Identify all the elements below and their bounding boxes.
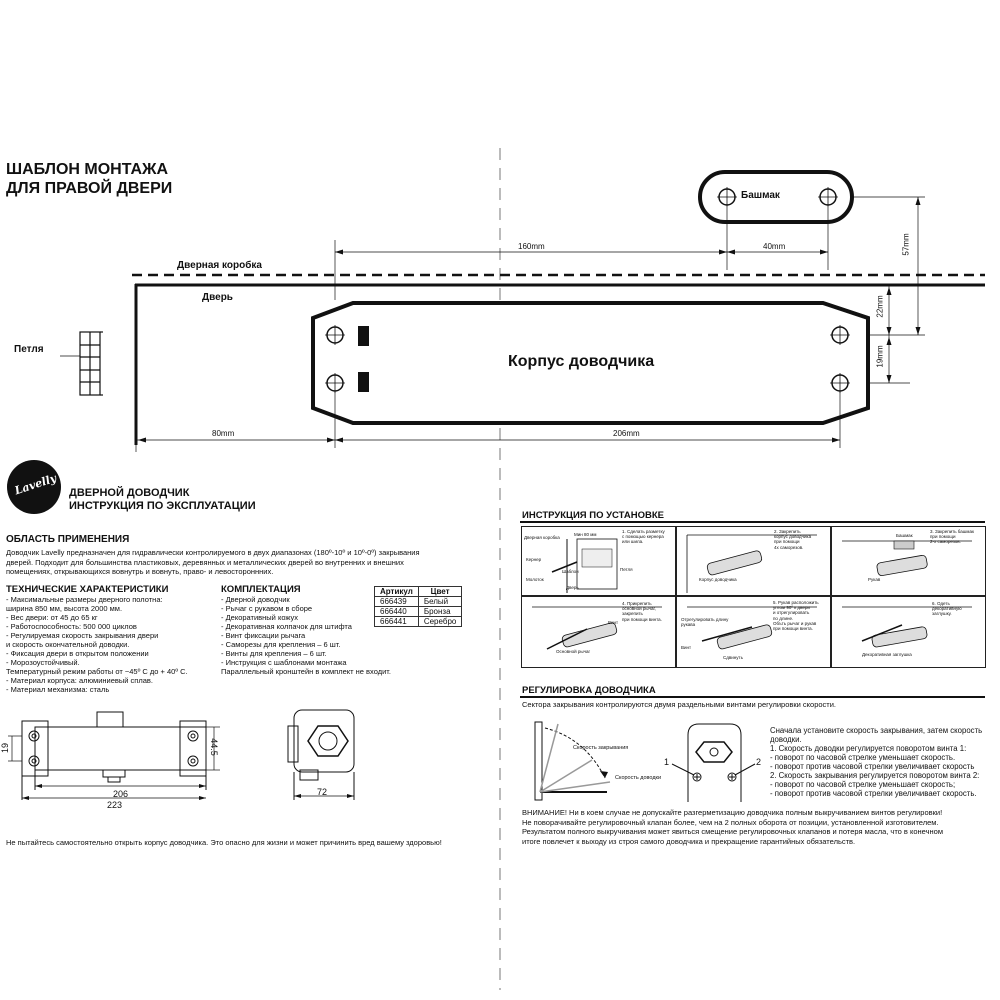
kit-item: - Винты для крепления – 6 шт. — [221, 649, 327, 658]
install-step-5-text: 5. Рукав расположить углом 90º к двери и отрегулировать по длине. Объть рычаг и рукав при помощи винта. — [773, 600, 819, 632]
adjust-warning — [522, 808, 943, 846]
hinge-drawing — [80, 332, 103, 395]
closer-body-label: Корпус доводчика — [508, 353, 655, 370]
dim-57-label: 57mm — [901, 233, 911, 256]
application-line3: помещениях, открывающихся вовнутрь и вовнуть, право- и левостороннних. — [6, 567, 274, 576]
specs-heading: ТЕХНИЧЕСКИЕ ХАРАКТЕРИСТИКИ — [6, 584, 169, 595]
adjust-heading: РЕГУЛИРОВКА ДОВОДЧИКА — [522, 685, 656, 696]
article-color: Белый — [418, 597, 462, 607]
drawing-dim-44-5: 44.5 — [208, 738, 219, 756]
spec-item: и скорость окончательной доводки. — [6, 640, 130, 649]
application-heading: ОБЛАСТЬ ПРИМЕНЕНИЯ — [6, 534, 130, 545]
kit-item: Параллельный кронштейн в комплект не входит. — [221, 667, 391, 676]
adjust-item: - поворот по часовой стрелке уменьшает скорость. — [770, 753, 956, 762]
spec-item: - Фиксация двери в открытом положении — [6, 649, 149, 658]
install-heading: ИНСТРУКЦИЯ ПО УСТАНОВКЕ — [522, 510, 664, 521]
kit-item: - Декоративный кожух — [221, 613, 299, 622]
install-step-6-text: 6. Одеть декоративную заглушку. — [932, 601, 962, 617]
adjust-item: - поворот против часовой стрелки увеличивает скорость — [770, 762, 975, 771]
adjust-item: - поворот по часовой стрелке уменьшает скорость; — [770, 780, 956, 789]
brand-logo-text: Lavelly — [13, 471, 58, 498]
adjust-instructions — [770, 726, 982, 798]
article-code: 666440 — [375, 607, 419, 617]
application-text — [6, 548, 420, 577]
dim-160-label: 160mm — [518, 242, 545, 251]
kit-item: - Декоративная колпачок для штифта — [221, 622, 352, 631]
article-color: Бронза — [418, 607, 462, 617]
door-label: Дверь — [202, 292, 233, 303]
closer-block-bottom — [358, 372, 369, 392]
install-step-2-text: 2. Закрепить корпус доводчика при помощи 4х саморезов. — [774, 529, 812, 550]
spec-item: ширина 850 мм, высота 2000 мм. — [6, 604, 123, 613]
kit-item: - Саморезы для крепления – 6 шт. — [221, 640, 341, 649]
application-line2: дверей. Подходит для большинства пластиковых, деревянных и металлических дверей во внутренних и внешних — [6, 557, 404, 567]
table-row — [375, 617, 462, 627]
template-title-line2: ДЛЯ ПРАВОЙ ДВЕРИ — [6, 180, 173, 197]
door-swing-diagram — [535, 722, 610, 800]
step-5-label-screw: Винт — [681, 645, 692, 650]
step-3-label-sleeve: Рукав — [868, 577, 881, 582]
table-row — [375, 607, 462, 617]
adjust-item: - поворот против часовой стрелки увеличивает скорость. — [770, 789, 977, 798]
adjust-item: доводки. — [770, 735, 802, 744]
step-5-label-adjust: Отрегулировать длину рукава — [681, 617, 729, 628]
kit-item: - Инструкция с шаблонами монтажа — [221, 658, 347, 667]
dim-22-label: 22mm — [875, 295, 885, 318]
drawing-dim-206: 206 — [113, 789, 129, 799]
template-title — [6, 160, 172, 198]
spec-item: - Регулируемая скорость закрывания двери — [6, 631, 159, 640]
door-frame-label: Дверная коробка — [177, 260, 262, 271]
install-step-5 — [676, 596, 831, 668]
screw-1-label: 1 — [664, 757, 670, 767]
closer-block-top — [358, 326, 369, 346]
step-1-label-hammer: Молоток — [526, 577, 544, 582]
dim-19-label: 19mm — [875, 345, 885, 368]
step-1-label-door: Дверь — [566, 585, 579, 590]
valve-diagram — [672, 724, 755, 802]
spec-item: Температурный режим работы от −45º С до + 40º С. — [6, 667, 188, 676]
specs-list — [6, 595, 188, 694]
warning-line: итоге повлечет к выходу из строя самого доводчика и прекращение гарантийных обязательств. — [522, 836, 856, 846]
kit-item: - Дверной доводчик — [221, 595, 290, 604]
dim-206-label: 206mm — [613, 429, 640, 438]
kit-item: - Рычаг с рукавом в сборе — [221, 604, 313, 613]
spec-item: - Материал корпуса: алюминиевый сплав. — [6, 676, 153, 685]
install-step-6 — [831, 596, 986, 668]
adjust-item: 2. Скорость закрывания регулируется поворотом винта 2: — [770, 771, 980, 780]
article-code: 666439 — [375, 597, 419, 607]
adjust-item: Сначала установите скорость закрывания, затем скорость — [770, 726, 983, 735]
install-step-3 — [831, 526, 986, 596]
articles-col-article: Артикул — [375, 587, 419, 597]
install-step-4 — [521, 596, 676, 668]
brand-heading-line2: ИНСТРУКЦИЯ ПО ЭКСПЛУАТАЦИИ — [69, 500, 256, 512]
speed-final-label: Скорость доводки — [615, 775, 662, 781]
install-step-4-text: 4. Прикрепить основной рычаг, закрепить при помощи винта. — [622, 601, 662, 622]
shoe-label: Башмак — [741, 190, 780, 201]
step-1-label-frame: Дверная коробка — [524, 535, 560, 540]
install-step-3-text: 3. Закрепить башмак при помощи 2-х саморезов. — [930, 529, 974, 545]
spec-item: - Вес двери: от 45 до 65 кг — [6, 613, 98, 622]
article-color: Серебро — [418, 617, 462, 627]
step-1-label-template: Шаблон — [562, 569, 579, 574]
drawing-dim-19: 19 — [0, 742, 11, 754]
install-step-1 — [521, 526, 676, 596]
step-1-label-punch: Кернер — [526, 557, 542, 562]
screw-2-label: 2 — [756, 757, 762, 767]
drawing-dim-223: 223 — [107, 800, 123, 810]
hinge-label: Петля — [14, 344, 44, 355]
spec-item: - Максимальные размеры дверного полотна: — [6, 595, 163, 604]
step-2-label-body: Корпус доводчика — [699, 577, 737, 582]
closer-side-drawing — [22, 712, 206, 800]
table-row — [375, 597, 462, 607]
template-title-line1: ШАБЛОН МОНТАЖА — [6, 161, 169, 178]
adjust-divider — [520, 696, 985, 698]
step-4-label-lever: Основной рычаг — [556, 649, 591, 654]
dim-80-label: 80mm — [212, 429, 235, 438]
step-1-label-min: Мин 80 мм — [574, 532, 597, 537]
warning-line: ВНИМАНИЕ! Ни в коем случае не допускайте разгерметизацию доводчика полным выкручиванием винтов регулировки! — [522, 808, 943, 817]
spec-item: - Материал механизма: сталь — [6, 685, 110, 694]
step-6-label-cap: Декоративная заглушка — [862, 652, 912, 657]
article-code: 666441 — [375, 617, 419, 627]
kit-heading: КОМПЛЕКТАЦИЯ — [221, 584, 301, 595]
articles-table — [374, 586, 462, 627]
install-step-2 — [676, 526, 831, 596]
safety-warning: Не пытайтесь самостоятельно открыть корпус доводчика. Это опасно для жизни и может причинить вред вашему здоровью! — [6, 838, 442, 847]
step-4-label-screw: Винт — [608, 620, 619, 625]
kit-item: - Винт фиксации рычага — [221, 631, 306, 640]
kit-list — [221, 595, 391, 676]
brand-heading-line1: ДВЕРНОЙ ДОВОДЧИК — [69, 487, 190, 499]
step-1-label-hinge: Петля — [620, 567, 633, 572]
warning-line: Не поворачивайте регулировочный клапан более, чем на 2 полных оборота от позиции, установленной изготовителем. — [522, 817, 939, 827]
step-3-label-shoe: Башмак — [896, 533, 913, 538]
articles-col-color: Цвет — [418, 587, 462, 597]
application-line1: Доводчик Lavelly предназначен для гидравлически контролируемого в двух диапазонах (180º-10º и 10º-0º) закрывания — [6, 548, 420, 557]
adjust-intro: Сектора закрывания контролируются двумя раздельными винтами регулировки скорости. — [522, 700, 837, 709]
drawing-dim-72: 72 — [317, 787, 328, 797]
warning-line: Результатом полного выкручивания может явиться смещение регулировочных клапанов и потеря масла, что в конечном — [522, 827, 943, 836]
spec-item: - Работоспособность: 500 000 циклов — [6, 622, 137, 631]
install-divider — [520, 521, 985, 523]
dim-40-label: 40mm — [763, 242, 786, 251]
speed-close-label: Скорость закрывания — [573, 745, 629, 751]
adjust-item: 1. Скорость доводки регулируется поворотом винта 1: — [770, 744, 967, 753]
spec-item: - Морозоустойчивый. — [6, 658, 80, 667]
step-5-label-shift: Сдвинуть — [723, 655, 743, 660]
install-step-1-text: 1. Сделать разметку с помощью кернера или шила. — [622, 529, 665, 545]
brand-heading — [69, 487, 256, 513]
